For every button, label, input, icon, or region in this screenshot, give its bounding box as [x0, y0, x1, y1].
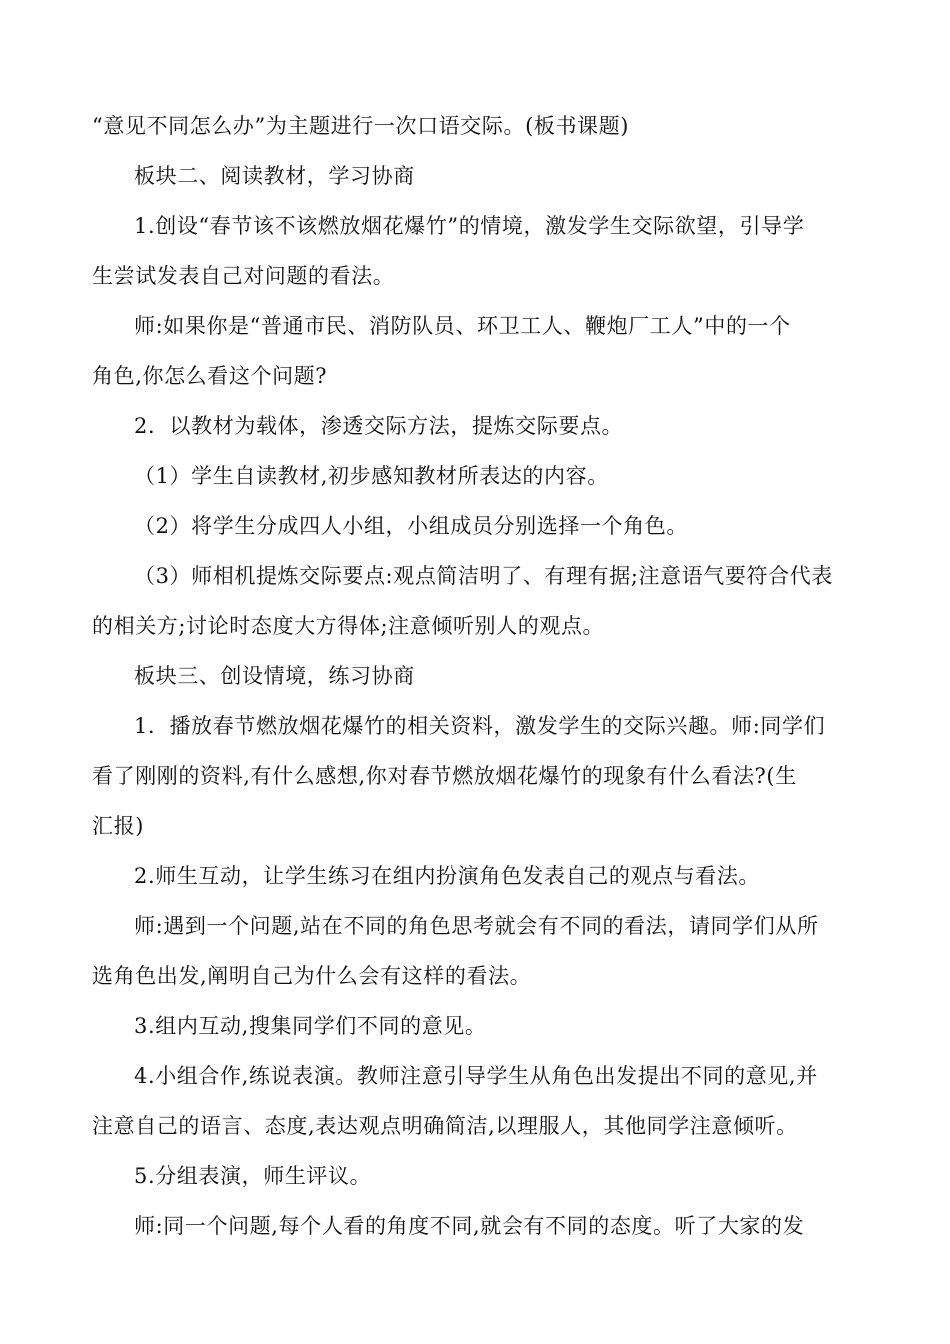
text-line: 师:如果你是“普通市民、消防队员、环卫工人、鞭炮厂工人”中的一个 — [134, 314, 791, 338]
text-line: 师:遇到一个问题,站在不同的角色思考就会有不同的看法，请同学们从所 — [134, 914, 819, 938]
text-line: “意见不同怎么办”为主题进行一次口语交际。(板书课题) — [92, 114, 630, 138]
text-line: 1．播放春节燃放烟花爆竹的相关资料，激发学生的交际兴趣。师:同学们 — [134, 714, 826, 738]
text-line: 角色,你怎么看这个问题? — [92, 364, 328, 388]
text-line: 师:同一个问题,每个人看的角度不同,就会有不同的态度。听了大家的发 — [134, 1214, 805, 1238]
text-line: 2.师生互动，让学生练习在组内扮演角色发表自己的观点与看法。 — [134, 864, 761, 888]
text-line: 3.组内互动,搜集同学们不同的意见。 — [134, 1014, 487, 1038]
text-line: （1）学生自读教材,初步感知教材所表达的内容。 — [134, 464, 609, 488]
text-line: 的相关方;讨论时态度大方得体;注意倾听别人的观点。 — [92, 614, 605, 638]
text-line: 5.分组表演，师生评议。 — [134, 1164, 372, 1188]
text-line: 注意自己的语言、态度,表达观点明确简洁,以理服人，其他同学注意倾听。 — [92, 1114, 798, 1138]
text-line: 汇报) — [92, 814, 144, 838]
text-line: 1.创设“春节该不该燃放烟花爆竹”的情境，激发学生交际欲望，引导学 — [134, 214, 805, 238]
section-heading: 板块三、创设情境，练习协商 — [134, 664, 415, 688]
text-line: （2）将学生分成四人小组，小组成员分别选择一个角色。 — [134, 514, 688, 538]
text-line: 生尝试发表自己对问题的看法。 — [92, 264, 395, 288]
text-line: （3）师相机提炼交际要点:观点简洁明了、有理有据;注意语气要符合代表 — [134, 564, 833, 588]
text-line: 4.小组合作,练说表演。教师注意引导学生从角色出发提出不同的意见,并 — [134, 1064, 818, 1088]
text-line: 选角色出发,阐明自己为什么会有这样的看法。 — [92, 964, 532, 988]
text-line: 2．以教材为载体，渗透交际方法，提炼交际要点。 — [134, 414, 624, 438]
text-line: 看了刚刚的资料,有什么感想,你对春节燃放烟花爆竹的现象有什么看法?(生 — [92, 764, 797, 788]
section-heading: 板块二、阅读教材，学习协商 — [134, 164, 415, 188]
